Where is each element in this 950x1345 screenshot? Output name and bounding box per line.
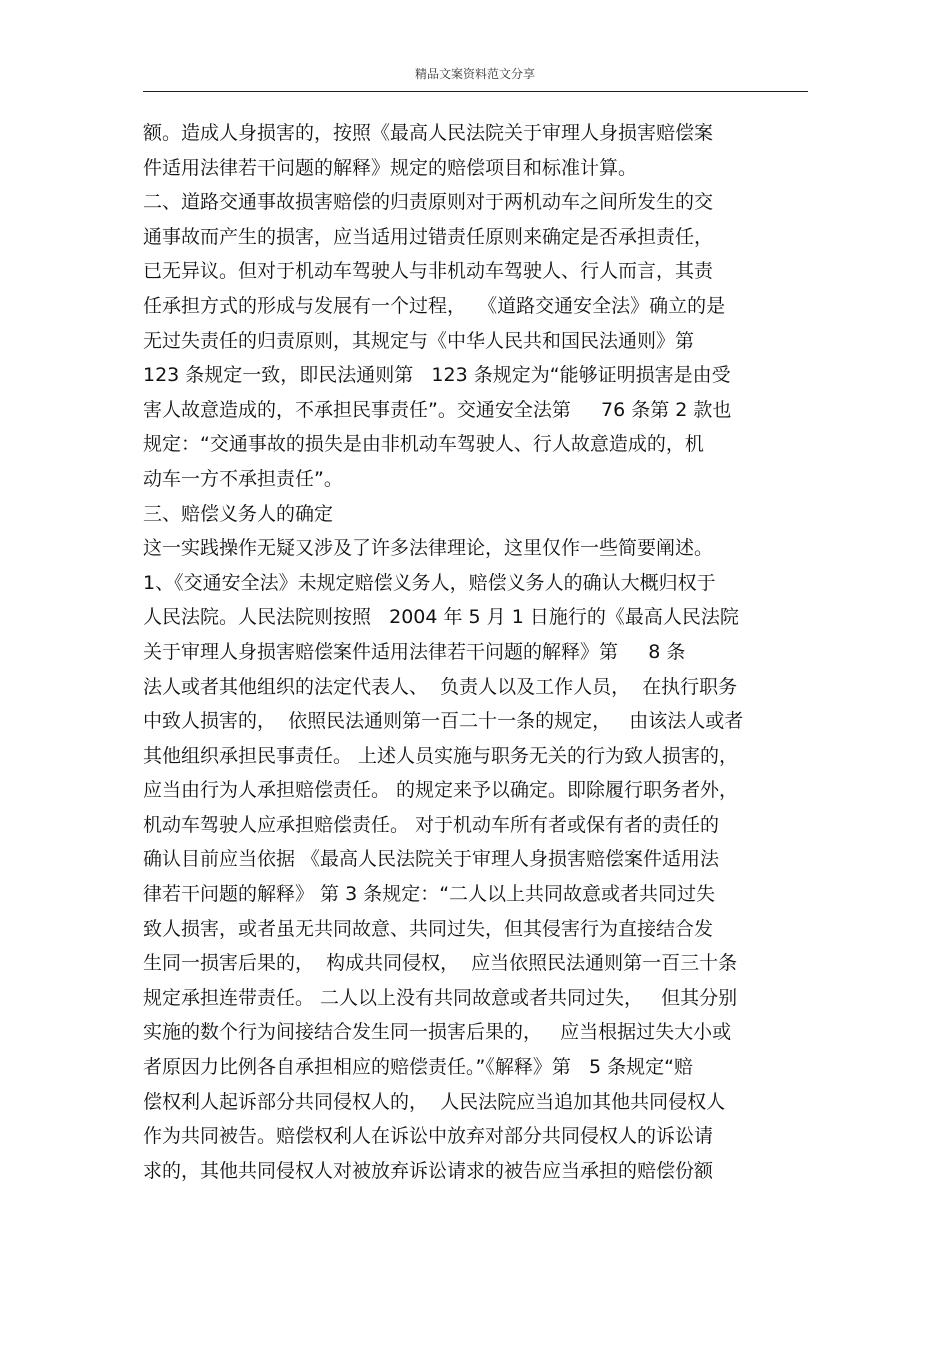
text-line: 1、《交通安全法》未规定赔偿义务人，赔偿义务人的确认大概归权于 xyxy=(143,571,716,594)
text-line: 人民法院。人民法院则按照 2004 年 5 月 1 日施行的《最高人民法院 xyxy=(143,606,739,629)
text-line: 无过失责任的归责原则，其规定与《中华人民共和国民法通则》第 xyxy=(143,329,695,352)
text-line: 中致人损害的， 依照民法通则第一百二十一条的规定， 由该法人或者 xyxy=(143,710,744,733)
text-line: 生同一损害后果的， 构成共同侵权， 应当依照民法通则第一百三十条 xyxy=(143,952,738,975)
text-line: 律若干问题的解释》 第 3 条规定：“二人以上共同故意或者共同过失 xyxy=(143,883,716,906)
document-body xyxy=(143,116,813,1188)
text-line: 任承担方式的形成与发展有一个过程， 《道路交通安全法》确立的是 xyxy=(143,294,726,317)
text-line: 通事故而产生的损害，应当适用过错责任原则来确定是否承担责任， xyxy=(143,225,714,248)
text-line: 应当由行为人承担赔偿责任。 的规定来予以确定。即除履行职务者外， xyxy=(143,779,739,802)
text-line: 偿权利人起诉部分共同侵权人的， 人民法院应当追加其他共同侵权人 xyxy=(143,1090,726,1113)
text-line: 致人损害，或者虽无共同故意、共同过失，但其侵害行为直接结合发 xyxy=(143,917,714,940)
text-line: 额。造成人身损害的，按照《最高人民法院关于审理人身损害赔偿案 xyxy=(143,122,714,144)
text-line: 其他组织承担民事责任。 上述人员实施与职务无关的行为致人损害的， xyxy=(143,744,739,767)
text-line: 机动车驾驶人应承担赔偿责任。 对于机动车所有者或保有者的责任的 xyxy=(143,813,720,836)
text-line: 求的，其他共同侵权人对被放弃诉讼请求的被告应当承担的赔偿份额 xyxy=(143,1159,714,1182)
text-line: 害人故意造成的，不承担民事责任”。交通安全法第 76 条第 2 款也 xyxy=(143,398,732,421)
text-line: 动车一方不承担责任”。 xyxy=(143,467,343,490)
text-line: 123 条规定一致，即民法通则第 123 条规定为“能够证明损害是由受 xyxy=(143,364,731,387)
text-line: 这一实践操作无疑又涉及了许多法律理论，这里仅作一些简要阐述。 xyxy=(143,537,714,560)
text-line: 已无异议。但对于机动车驾驶人与非机动车驾驶人、行人而言，其责 xyxy=(143,260,714,283)
section-heading-line: 三、赔偿义务人的确定 xyxy=(143,502,334,525)
header-divider xyxy=(143,91,808,92)
page-header-title: 精品文案资料范文分享 xyxy=(414,67,535,81)
text-line: 规定：“交通事故的损失是由非机动车驾驶人、行人故意造成的，机 xyxy=(143,433,704,456)
section-heading-line: 二、道路交通事故损害赔偿的归责原则对于两机动车之间所发生的交 xyxy=(143,191,714,214)
text-line: 关于审理人身损害赔偿案件适用法律若干问题的解释》第 8 条 xyxy=(143,640,686,663)
text-line: 件适用法律若干问题的解释》规定的赔偿项目和标准计算。 xyxy=(143,156,638,179)
text-line: 确认目前应当依据 《最高人民法院关于审理人身损害赔偿案件适用法 xyxy=(143,848,720,871)
text-line: 者原因力比例各自承担相应的赔偿责任。”《解释》第 5 条规定“赔 xyxy=(143,1056,693,1079)
text-line: 法人或者其他组织的法定代表人、 负责人以及工作人员， 在执行职务 xyxy=(143,675,738,698)
text-line: 实施的数个行为间接结合发生同一损害后果的， 应当根据过失大小或 xyxy=(143,1021,732,1044)
text-line: 规定承担连带责任。 二人以上没有共同故意或者共同过失， 但其分别 xyxy=(143,986,738,1009)
text-line: 作为共同被告。赔偿权利人在诉讼中放弃对部分共同侵权人的诉讼请 xyxy=(143,1125,714,1148)
